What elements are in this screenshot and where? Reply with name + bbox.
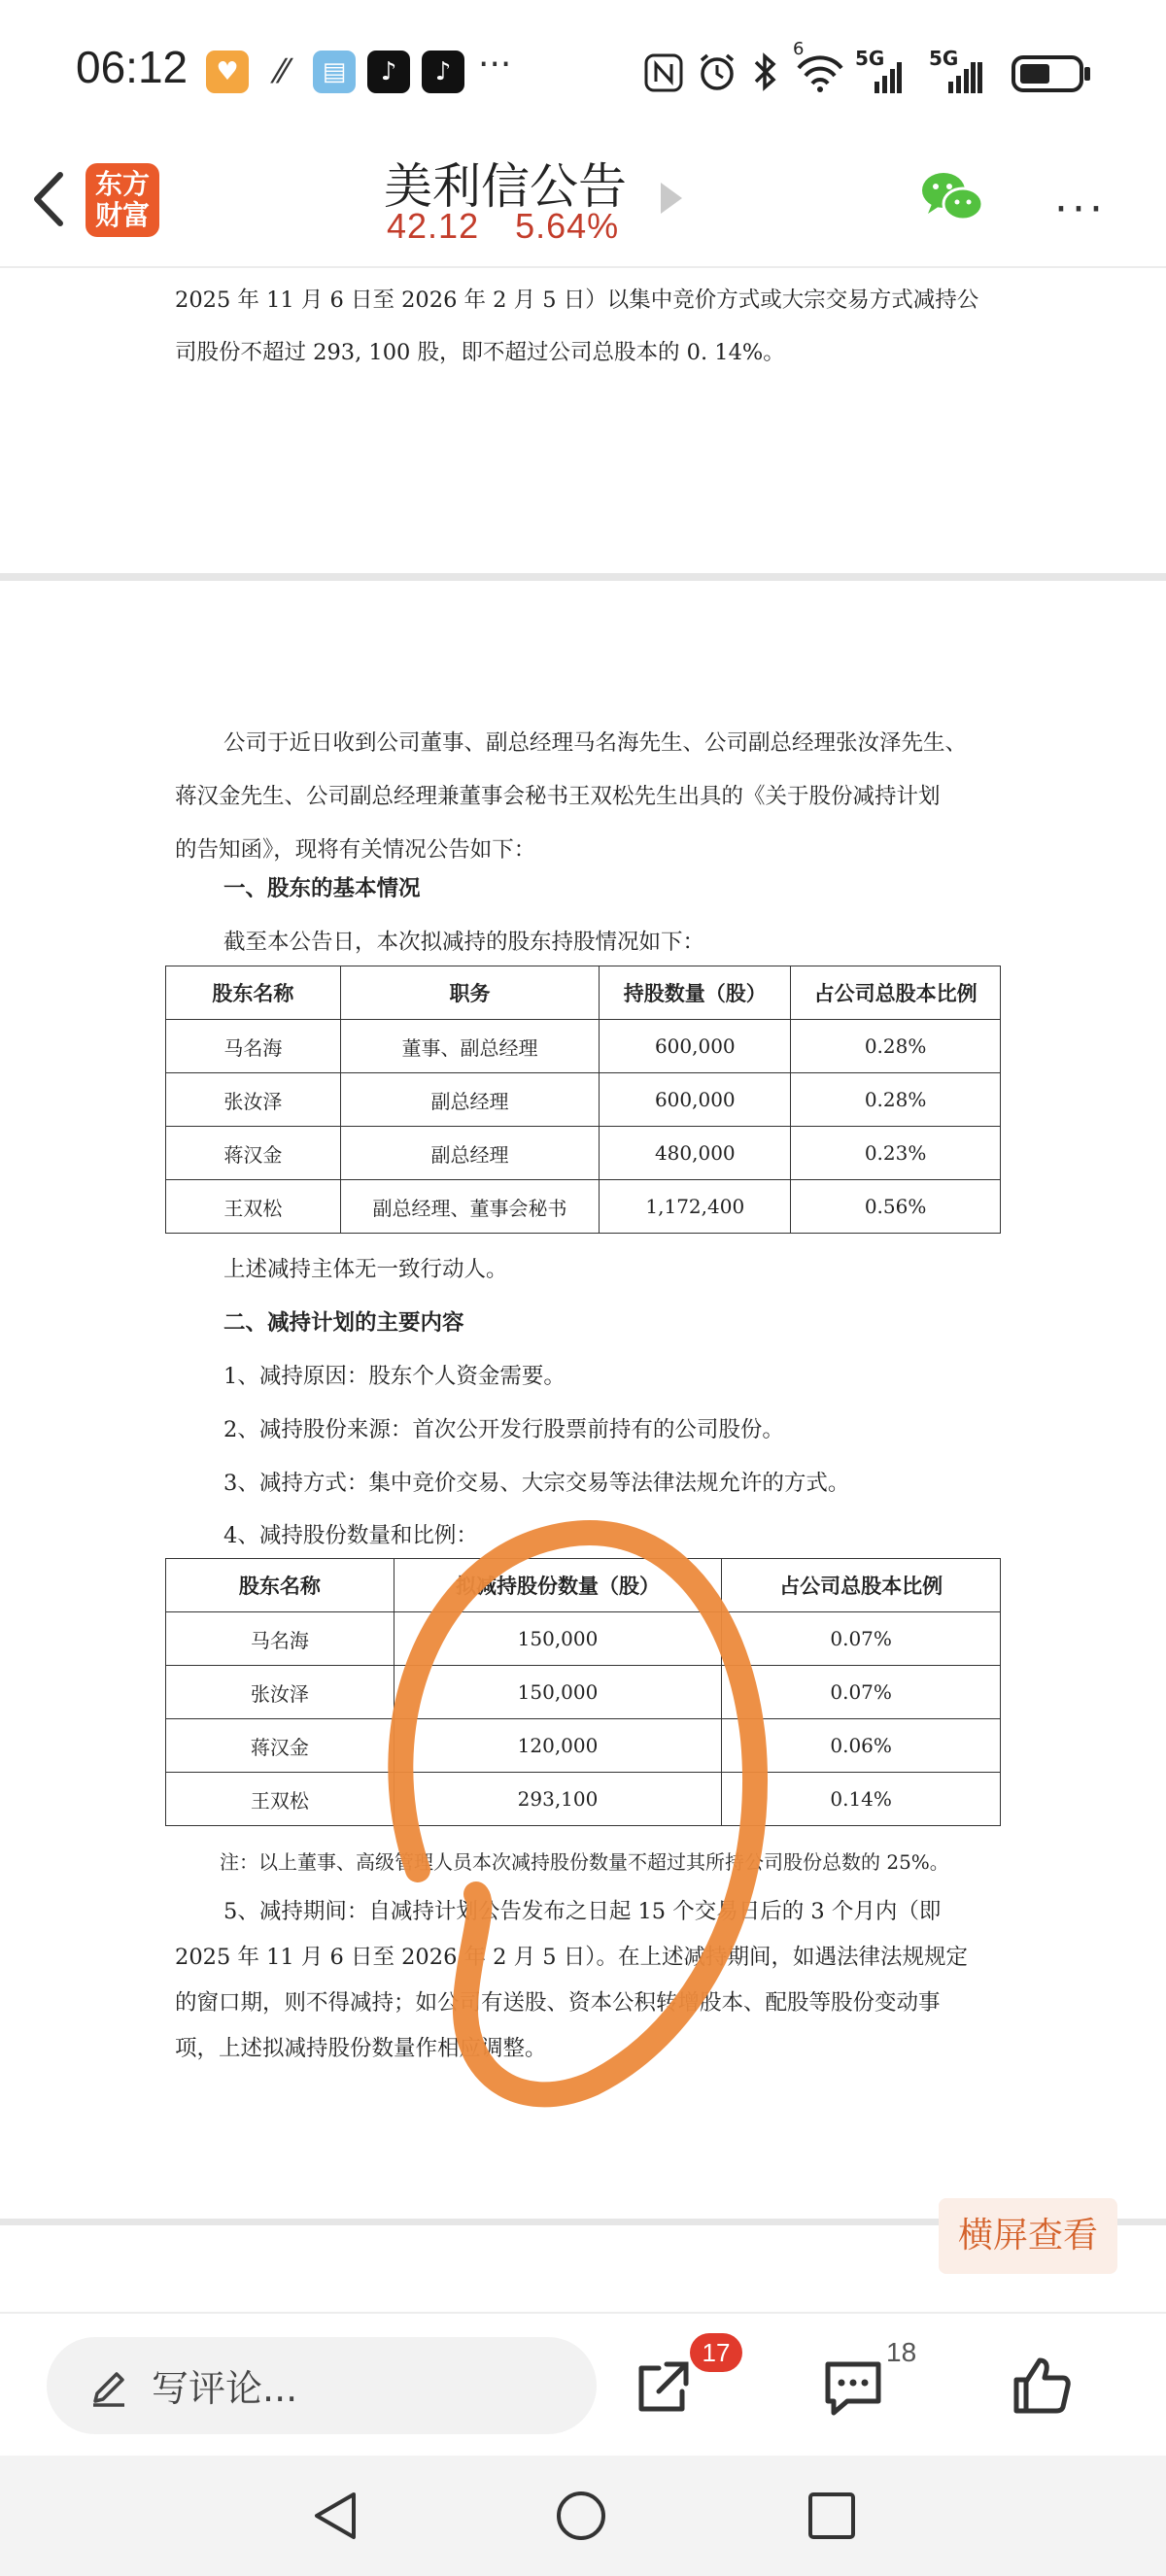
doc-line: 5、减持期间：自减持计划公告发布之日起 15 个交易日后的 3 个月内（即 — [223, 1899, 942, 1924]
table-cell: 蒋汉金 — [166, 1719, 394, 1773]
comment-count: 18 — [886, 2337, 917, 2367]
table-row — [166, 1180, 1001, 1234]
table-row — [166, 1073, 1001, 1127]
table-cell: 王双松 — [166, 1180, 341, 1234]
wifi-label: 6 — [793, 39, 805, 59]
table-row — [166, 1612, 1001, 1666]
tiktok-notification-icon: ♪ — [367, 51, 410, 93]
more-options-icon[interactable]: ··· — [1054, 185, 1107, 234]
app-notification-icon: ♥ — [206, 51, 249, 93]
bottom-action-bar — [0, 2312, 1166, 2457]
table-cell: 480,000 — [600, 1127, 791, 1180]
doc-line: 的窗口期，则不得减持；如公司有送股、资本公积转增股本、配股等股份变动事 — [175, 1990, 941, 2016]
back-icon[interactable] — [21, 163, 80, 231]
table-cell: 蒋汉金 — [166, 1127, 341, 1180]
table-row — [166, 1666, 1001, 1719]
doc-line: 项，上述拟减持股份数量作相应调整。 — [175, 2036, 547, 2061]
table-cell: 600,000 — [600, 1073, 791, 1127]
stock-change: 5.64% — [515, 206, 620, 246]
landscape-view-button[interactable]: 横屏查看 — [939, 2198, 1117, 2274]
table-header: 拟减持股份数量（股） — [394, 1559, 722, 1612]
comment-icon[interactable] — [822, 2356, 884, 2419]
table-header-row — [166, 1559, 1001, 1612]
table-cell: 1,172,400 — [600, 1180, 791, 1234]
table-cell: 张汝泽 — [166, 1073, 341, 1127]
table-cell: 0.23% — [791, 1127, 1001, 1180]
table-header-row — [166, 966, 1001, 1020]
stock-price: 42.12 — [387, 206, 480, 246]
more-notifications-icon: ··· — [478, 45, 512, 85]
nav-back-icon[interactable] — [309, 2489, 363, 2543]
table-cell: 0.28% — [791, 1020, 1001, 1073]
table-cell: 0.07% — [722, 1612, 1001, 1666]
logo-line-1: 东方 — [94, 168, 150, 200]
alarm-icon — [696, 51, 738, 93]
table-header: 占公司总股本比例 — [722, 1559, 1001, 1612]
table-cell: 张汝泽 — [166, 1666, 394, 1719]
bluetooth-icon — [750, 51, 781, 93]
share-icon[interactable] — [632, 2356, 694, 2419]
pencil-icon — [89, 2364, 128, 2407]
table-2-note: 注：以上董事、高级管理人员本次减持股份数量不超过其所持公司股份总数的 25%。 — [220, 1850, 949, 1874]
section-1-heading: 一、股东的基本情况 — [223, 876, 421, 901]
doc-line: 2025 年 11 月 6 日至 2026 年 2 月 5 日）以集中竞价方式或大宗交易方式减持公 — [175, 288, 979, 313]
wechat-share-icon[interactable] — [918, 167, 986, 225]
reduction-plan-table — [165, 1558, 1001, 1826]
plan-item-2: 2、减持股份来源：首次公开发行股票前持有的公司股份。 — [223, 1417, 784, 1442]
table-cell: 0.07% — [722, 1666, 1001, 1719]
shareholding-table — [165, 966, 1001, 1234]
table-cell: 马名海 — [166, 1020, 341, 1073]
table-cell: 150,000 — [394, 1666, 722, 1719]
table-cell: 副总经理 — [340, 1073, 600, 1127]
doc-line: 的告知函》，现将有关情况公告如下： — [175, 837, 536, 863]
doc-top-paragraph — [175, 274, 1011, 379]
table-header: 职务 — [340, 966, 600, 1020]
page-title: 美利信公告 — [384, 158, 627, 215]
table-header: 股东名称 — [166, 1559, 394, 1612]
table-cell: 120,000 — [394, 1719, 722, 1773]
table-header: 持股数量（股） — [600, 966, 791, 1020]
table-row — [166, 1773, 1001, 1826]
signal-2-label: 5G — [929, 47, 959, 70]
app-header — [0, 146, 1166, 268]
plan-item-1: 1、减持原因：股东个人资金需要。 — [223, 1364, 566, 1389]
plan-item-4: 4、减持股份数量和比例： — [223, 1523, 478, 1548]
stock-quote — [387, 206, 619, 247]
nav-recents-icon[interactable] — [805, 2489, 859, 2543]
section-2-heading: 二、减持计划的主要内容 — [223, 1310, 464, 1336]
link-notification-icon: ⁄⁄ — [276, 52, 288, 91]
table-row — [166, 1719, 1001, 1773]
table-row — [166, 1020, 1001, 1073]
doc-line: 蒋汉金先生、公司副总经理兼董事会秘书王双松先生出具的《关于股份减持计划 — [175, 784, 941, 809]
table-cell: 王双松 — [166, 1773, 394, 1826]
tiktok-notification-icon-2: ♪ — [422, 51, 464, 93]
app-logo — [86, 163, 159, 237]
table-cell: 293,100 — [394, 1773, 722, 1826]
table-cell: 0.14% — [722, 1773, 1001, 1826]
book-notification-icon: ▤ — [313, 51, 356, 93]
doc-intro-paragraph — [175, 717, 1011, 877]
table-cell: 董事、副总经理 — [340, 1020, 600, 1073]
table-cell: 150,000 — [394, 1612, 722, 1666]
plan-item-5 — [175, 1889, 1020, 2072]
5g-signal-icon-2 — [929, 60, 997, 95]
plan-item-3: 3、减持方式：集中竞价交易、大宗交易等法律法规允许的方式。 — [223, 1471, 850, 1496]
table-header: 占公司总股本比例 — [791, 966, 1001, 1020]
table-cell: 0.28% — [791, 1073, 1001, 1127]
battery-icon — [1011, 54, 1092, 93]
signal-1-label: 5G — [855, 47, 885, 70]
table-cell: 副总经理 — [340, 1127, 600, 1180]
comment-input[interactable] — [47, 2337, 597, 2434]
table-cell: 副总经理、董事会秘书 — [340, 1180, 600, 1234]
5g-signal-icon — [855, 60, 902, 95]
nav-home-icon[interactable] — [554, 2489, 608, 2543]
table-row — [166, 1127, 1001, 1180]
page-divider — [0, 573, 1166, 581]
doc-line: 司股份不超过 293, 100 股，即不超过公司总股本的 0. 14%。 — [175, 340, 785, 365]
doc-line: 2025 年 11 月 6 日至 2026 年 2 月 5 日）。在上述减持期间，如遇法律法规规定 — [175, 1945, 969, 1970]
table-cell: 马名海 — [166, 1612, 394, 1666]
status-time: 06:12 — [76, 42, 189, 92]
share-count-badge: 17 — [690, 2333, 742, 2372]
table-header: 股东名称 — [166, 966, 341, 1020]
like-icon[interactable] — [1011, 2355, 1073, 2417]
system-nav-bar — [0, 2456, 1166, 2576]
nfc-icon — [643, 52, 684, 93]
quote-arrow-icon[interactable] — [661, 183, 682, 214]
table-cell: 0.56% — [791, 1180, 1001, 1234]
status-bar — [0, 0, 1166, 146]
logo-line-2: 财富 — [94, 199, 150, 231]
comment-placeholder[interactable]: 写评论... — [152, 2367, 298, 2410]
doc-line: 公司于近日收到公司董事、副总经理马名海先生、公司副总经理张汝泽先生、 — [223, 730, 968, 756]
table-1-note: 上述减持主体无一致行动人。 — [223, 1257, 508, 1282]
table-cell: 600,000 — [600, 1020, 791, 1073]
section-1-text: 截至本公告日，本次拟减持的股东持股情况如下： — [223, 930, 705, 955]
table-cell: 0.06% — [722, 1719, 1001, 1773]
